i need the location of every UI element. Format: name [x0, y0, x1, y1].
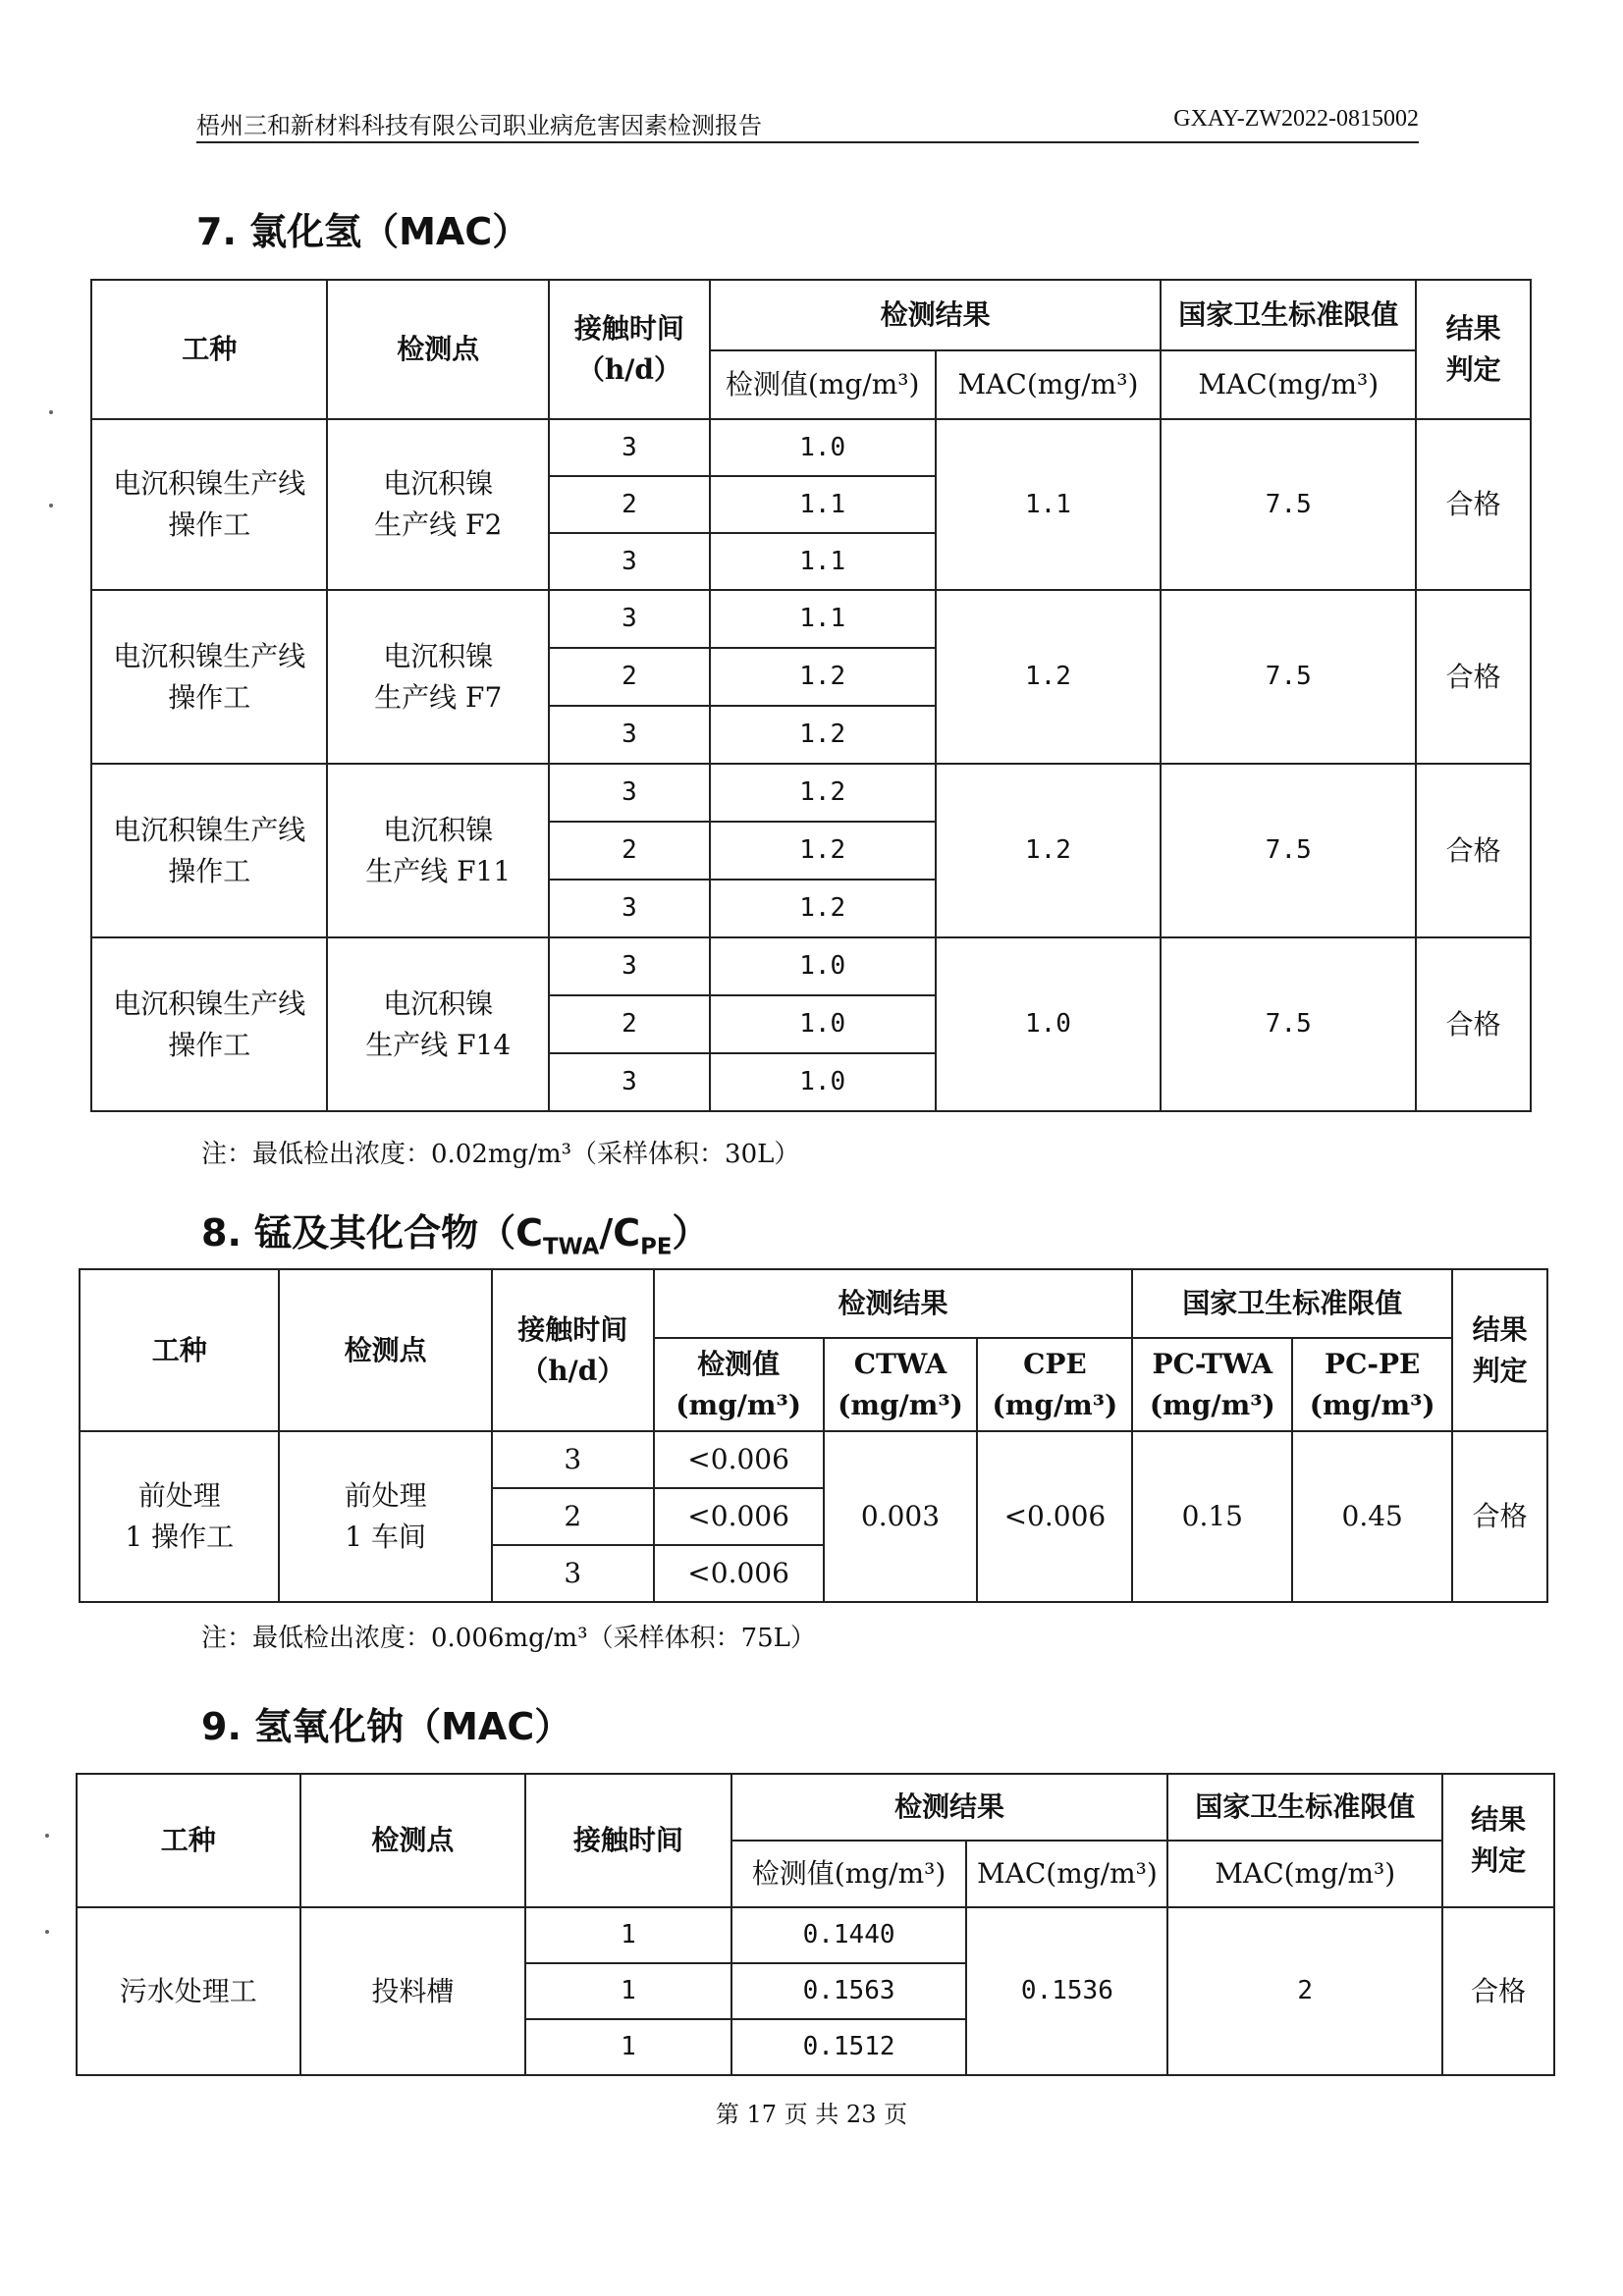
col-limit: 国家卫生标准限值: [1167, 1774, 1442, 1841]
section8-table: [79, 1268, 1548, 1603]
col-measured: 检测值(mg/m³): [731, 1841, 967, 1907]
point-cell: 电沉积镍 生产线 F11: [327, 764, 549, 937]
table-row: [80, 1431, 1547, 1488]
time-cell: 3: [549, 590, 710, 648]
col-mac: MAC(mg/m³): [966, 1841, 1167, 1907]
time-cell: 1: [525, 2019, 731, 2075]
judge-cell: 合格: [1416, 937, 1531, 1111]
time-cell: 1: [525, 1963, 731, 2019]
time-cell: 2: [549, 995, 710, 1053]
time-cell: 2: [549, 822, 710, 880]
section8-title: 8. 锰及其化合物$(C_{TWA}/C_{PE})$: [201, 1211, 710, 1260]
value-cell: 1.2: [710, 648, 936, 706]
report-company-title: 梧州三和新材料科技有限公司职业病危害因素检测报告: [196, 112, 762, 139]
time-cell: 2: [549, 476, 710, 533]
limit-cell: 7.5: [1161, 937, 1416, 1111]
value-cell: 1.2: [710, 822, 936, 880]
value-cell: 0.1440: [731, 1907, 967, 1963]
mac-cell: 1.2: [936, 590, 1162, 764]
point-cell: 投料槽: [300, 1907, 526, 2075]
col-point: 检测点: [300, 1774, 526, 1907]
time-cell: 3: [549, 706, 710, 764]
col-pcpe: PC-PE (mg/m³): [1292, 1338, 1452, 1431]
value-cell: 1.0: [710, 995, 936, 1053]
value-cell: 1.1: [710, 476, 936, 533]
cpe-cell: <0.006: [977, 1431, 1132, 1602]
col-point: 检测点: [279, 1269, 491, 1431]
value-cell: <0.006: [654, 1488, 824, 1545]
time-cell: 3: [492, 1431, 654, 1488]
col-limit-mac: MAC(mg/m³): [1167, 1841, 1442, 1907]
mac-cell: 1.0: [936, 937, 1162, 1111]
col-judge: 结果 判定: [1416, 280, 1531, 419]
time-cell: 3: [549, 533, 710, 590]
value-cell: <0.006: [654, 1545, 824, 1602]
limit-cell: 7.5: [1161, 590, 1416, 764]
page-header: [196, 106, 1419, 143]
col-limit: 国家卫生标准限值: [1161, 280, 1416, 350]
col-point: 检测点: [327, 280, 549, 419]
value-cell: 1.1: [710, 533, 936, 590]
table-row: [91, 937, 1531, 995]
ctwa-cell: 0.003: [824, 1431, 978, 1602]
section7-table: [90, 279, 1532, 1112]
col-measured: 检测值 (mg/m³): [654, 1338, 824, 1431]
job-cell: 电沉积镍生产线 操作工: [91, 764, 327, 937]
col-cpe: CPE (mg/m³): [977, 1338, 1132, 1431]
section8-note: 注：最低检出浓度：0.006mg/m³（采样体积：75L）: [201, 1624, 816, 1653]
pcpe-cell: 0.45: [1292, 1431, 1452, 1602]
judge-cell: 合格: [1416, 590, 1531, 764]
judge-cell: 合格: [1416, 419, 1531, 590]
scan-dot: [45, 1834, 49, 1838]
col-judge: 结果 判定: [1442, 1774, 1554, 1907]
value-cell: 0.1512: [731, 2019, 967, 2075]
value-cell: 1.2: [710, 706, 936, 764]
job-cell: 前处理 1 操作工: [80, 1431, 279, 1602]
value-cell: 1.0: [710, 937, 936, 995]
time-cell: 3: [549, 880, 710, 937]
table-row: [91, 419, 1531, 476]
job-cell: 电沉积镍生产线 操作工: [91, 590, 327, 764]
job-cell: 电沉积镍生产线 操作工: [91, 937, 327, 1111]
col-judge: 结果 判定: [1452, 1269, 1547, 1431]
time-cell: 2: [492, 1488, 654, 1545]
limit-cell: 7.5: [1161, 764, 1416, 937]
col-time: 接触时间 （h/d）: [492, 1269, 654, 1431]
page-footer: 第 17 页 共 23 页: [715, 2101, 908, 2128]
time-cell: 2: [549, 648, 710, 706]
scan-dot: [49, 410, 53, 414]
col-results: 检测结果: [710, 280, 1162, 350]
job-cell: 污水处理工: [77, 1907, 300, 2075]
job-cell: 电沉积镍生产线 操作工: [91, 419, 327, 590]
limit-cell: 7.5: [1161, 419, 1416, 590]
col-limit: 国家卫生标准限值: [1132, 1269, 1452, 1338]
col-results: 检测结果: [731, 1774, 1168, 1841]
col-job: 工种: [80, 1269, 279, 1431]
limit-cell: 2: [1167, 1907, 1442, 2075]
col-time: 接触时间 （h/d）: [549, 280, 710, 419]
report-number: GXAY-ZW2022-0815002: [1173, 106, 1419, 132]
col-mac: MAC(mg/m³): [936, 350, 1162, 419]
col-ctwa: CTWA (mg/m³): [824, 1338, 978, 1431]
point-cell: 电沉积镍 生产线 F7: [327, 590, 549, 764]
mac-cell: 0.1536: [966, 1907, 1167, 2075]
value-cell: 1.0: [710, 1053, 936, 1111]
col-measured: 检测值(mg/m³): [710, 350, 936, 419]
value-cell: 0.1563: [731, 1963, 967, 2019]
table-row: [91, 764, 1531, 822]
time-cell: 3: [549, 419, 710, 476]
pctwa-cell: 0.15: [1132, 1431, 1292, 1602]
value-cell: 1.2: [710, 880, 936, 937]
judge-cell: 合格: [1416, 764, 1531, 937]
table-row: [91, 590, 1531, 648]
section7-note: 注：最低检出浓度：0.02mg/m³（采样体积：30L）: [201, 1140, 800, 1169]
point-cell: 电沉积镍 生产线 F14: [327, 937, 549, 1111]
col-limit-mac: MAC(mg/m³): [1161, 350, 1416, 419]
col-results: 检测结果: [654, 1269, 1133, 1338]
col-job: 工种: [91, 280, 327, 419]
value-cell: <0.006: [654, 1431, 824, 1488]
section9-title: 9. 氢氧化钠（MAC）: [201, 1705, 572, 1748]
col-job: 工种: [77, 1774, 300, 1907]
judge-cell: 合格: [1442, 1907, 1554, 2075]
section9-table: [76, 1773, 1555, 2076]
point-cell: 前处理 1 车间: [279, 1431, 491, 1602]
judge-cell: 合格: [1452, 1431, 1547, 1602]
time-cell: 1: [525, 1907, 731, 1963]
mac-cell: 1.1: [936, 419, 1162, 590]
time-cell: 3: [549, 1053, 710, 1111]
time-cell: 3: [492, 1545, 654, 1602]
col-pctwa: PC-TWA (mg/m³): [1132, 1338, 1292, 1431]
value-cell: 1.1: [710, 590, 936, 648]
value-cell: 1.0: [710, 419, 936, 476]
value-cell: 1.2: [710, 764, 936, 822]
scan-dot: [49, 504, 53, 507]
section7-title: 7. 氯化氢（MAC）: [196, 210, 530, 253]
table-row: [77, 1907, 1554, 1963]
time-cell: 3: [549, 764, 710, 822]
point-cell: 电沉积镍 生产线 F2: [327, 419, 549, 590]
time-cell: 3: [549, 937, 710, 995]
scan-dot: [45, 1930, 49, 1934]
col-time: 接触时间: [525, 1774, 731, 1907]
mac-cell: 1.2: [936, 764, 1162, 937]
